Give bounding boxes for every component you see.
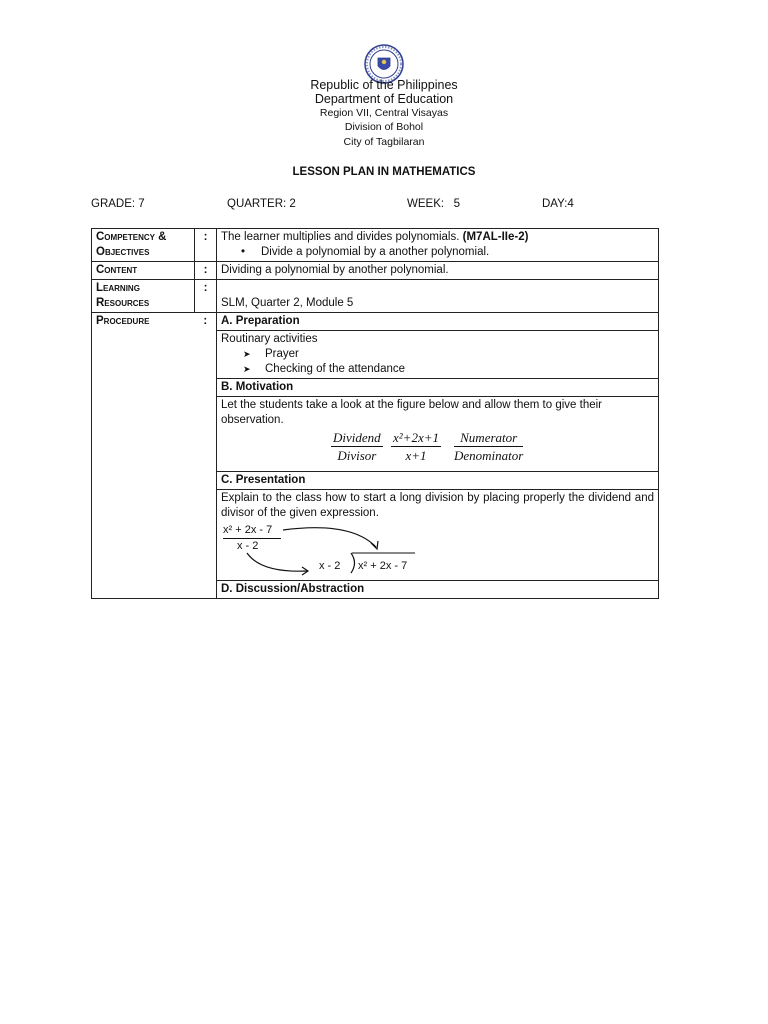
fraction-numerator-denominator: Numerator Denominator [454,430,524,463]
competency-text: The learner multiplies and divides polynomials. [221,231,460,243]
content-label: Content [92,262,195,280]
table-row-content [92,262,659,280]
header-department: Department of Education [314,92,454,106]
header-city: City of Tagbilaran [343,136,425,148]
motivation-title: B. Motivation [217,379,659,397]
resources-label: Learning Resources [92,280,195,313]
preparation-cell [217,331,659,379]
page-title: LESSON PLAN IN MATHEMATICS [292,166,476,178]
resources-text: SLM, Quarter 2, Module 5 [217,280,659,313]
motivation-cell [217,397,659,472]
lesson-plan-table [91,228,659,599]
colon: : [195,280,217,313]
fraction-figure [221,428,654,470]
arrows-icon [221,521,461,579]
grade-label: GRADE: 7 [91,198,145,210]
fraction-polynomial: $\frac{\text{x²+2x+1}}{x+1}$ [393,430,439,463]
objective-bullet-item: • Divide a polynomial by a another polynomial. [241,246,490,258]
routinary-text: Routinary activities [221,333,318,345]
preparation-title: A. Preparation [217,313,659,331]
list-item: ➤ Checking of the attendance [243,363,406,375]
list-item: ➤ Prayer [243,348,299,360]
table-row-procedure [92,313,659,331]
day-label: DAY:4 [542,198,574,210]
week-label: WEEK: 5 [407,198,461,210]
header-republic: Republic of the Philippines [310,78,458,92]
table-row-resources [92,280,659,313]
procedure-label: Procedure [92,313,195,599]
competency-cell [217,229,659,262]
ld-divisor: x - 2 [237,540,259,552]
arrow-bullet-icon: ➤ [243,349,251,359]
colon: : [195,313,217,599]
ld-dividend-2: x² + 2x - 7 [358,560,408,572]
presentation-title: C. Presentation [217,472,659,490]
colon: : [195,262,217,280]
fraction-dividend-divisor: Dividend Divisor [333,430,381,463]
header-region: Region VII, Central Visayas [319,107,449,119]
competency-label: Competency & Objectives [92,229,195,262]
competency-code: (M7AL-IIe-2) [462,231,529,243]
content-text: Dividing a polynomial by another polynomial. [217,262,659,280]
long-division-figure [221,521,654,579]
ld-divisor-2: x - 2 [319,560,341,572]
header-division: Division of Bohol [344,121,424,133]
discussion-title: D. Discussion/Abstraction [217,581,659,599]
presentation-cell [217,490,659,581]
table-row-competency [92,229,659,262]
presentation-text: Explain to the class how to start a long division by placing properly the dividend and divisor of the given expression. [221,492,654,519]
colon: : [195,229,217,262]
quarter-label: QUARTER: 2 [227,198,296,210]
ld-dividend: x² + 2x - 7 [223,524,273,536]
arrow-bullet-icon: ➤ [243,364,251,374]
motivation-text: Let the students take a look at the figure below and allow them to give their observation. [221,399,603,426]
